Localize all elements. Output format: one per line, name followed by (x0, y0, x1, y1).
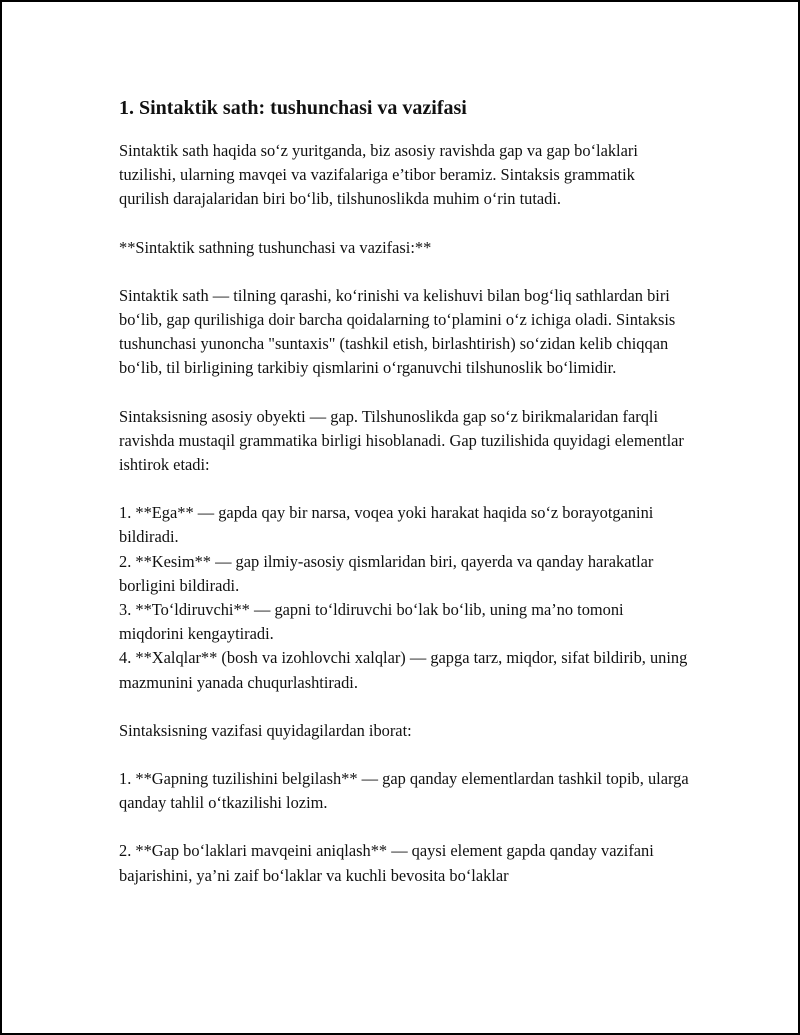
list-item: 3. **To‘ldiruvchi** — gapni to‘ldiruvchi bo‘lak bo‘lib, uning ma’no tomoni miqdorini kengaytiradi. (119, 600, 624, 644)
intro-paragraph: Sintaktik sath haqida so‘z yuritganda, biz asosiy ravishda gap va gap bo‘laklari tuzilishi, ularning mavqei va vazifalariga e’tibor beramiz. Sintaksis grammatik qurilish darajalaridan biri bo‘lib, tilshunoslikda muhim o‘rin tutadi. (119, 141, 638, 209)
list-item: 2. **Kesim** — gap ilmiy-asosiy qismlaridan biri, qayerda va qanday harakatlar borligini bildiradi. (119, 551, 654, 595)
list-item: 1. **Gapning tuzilishini belgilash** — gap qanday elementlardan tashkil topib, ularga qanday tahlil o‘tkazilishi lozim. (119, 769, 689, 813)
definition-paragraph: Sintaktik sath — tilning qarashi, ko‘rinishi va kelishuvi bilan bog‘liq sathlardan biri bo‘lib, gap qurilishiga doir barcha qoidalarning to‘plamini o‘z ichiga oladi. Sintaksis tushunchasi yunoncha "suntaxis" (tashkil etish, birlashtirish) so‘zidan kelib chiqqan bo‘lib, til birligining tarkibiy qismlarini o‘rganuvchi tilshunoslik bo‘limidir. (119, 285, 676, 378)
functions-intro: Sintaksisning vazifasi quyidagilardan iborat: (119, 720, 412, 740)
list-item: 4. **Xalqlar** (bosh va izohlovchi xalqlar) — gapga tarz, miqdor, sifat bildirib, uning mazmunini yanada chuqurlashtiradi. (119, 648, 688, 692)
section-heading: 1. Sintaktik sath: tushunchasi va vazifasi (119, 97, 467, 119)
subheading-paragraph: **Sintaktik sathning tushunchasi va vazifasi:** (119, 237, 432, 257)
elements-list (119, 501, 689, 695)
list-item: 1. **Ega** — gapda qay bir narsa, voqea yoki harakat haqida so‘z borayotganini bildiradi. (119, 503, 654, 547)
list-item: 2. **Gap bo‘laklari mavqeini aniqlash** — qaysi element gapda qanday vazifani bajarishini, ya’ni zaif bo‘laklar va kuchli bevosita bo‘laklar (119, 841, 654, 885)
document-body (119, 94, 689, 888)
object-paragraph: Sintaksisning asosiy obyekti — gap. Tilshunoslikda gap so‘z birikmalaridan farqli ravishda mustaqil grammatika birligi hisoblanadi. Gap tuzilishida quyidagi elementlar ishtirok etadi: (119, 406, 684, 475)
